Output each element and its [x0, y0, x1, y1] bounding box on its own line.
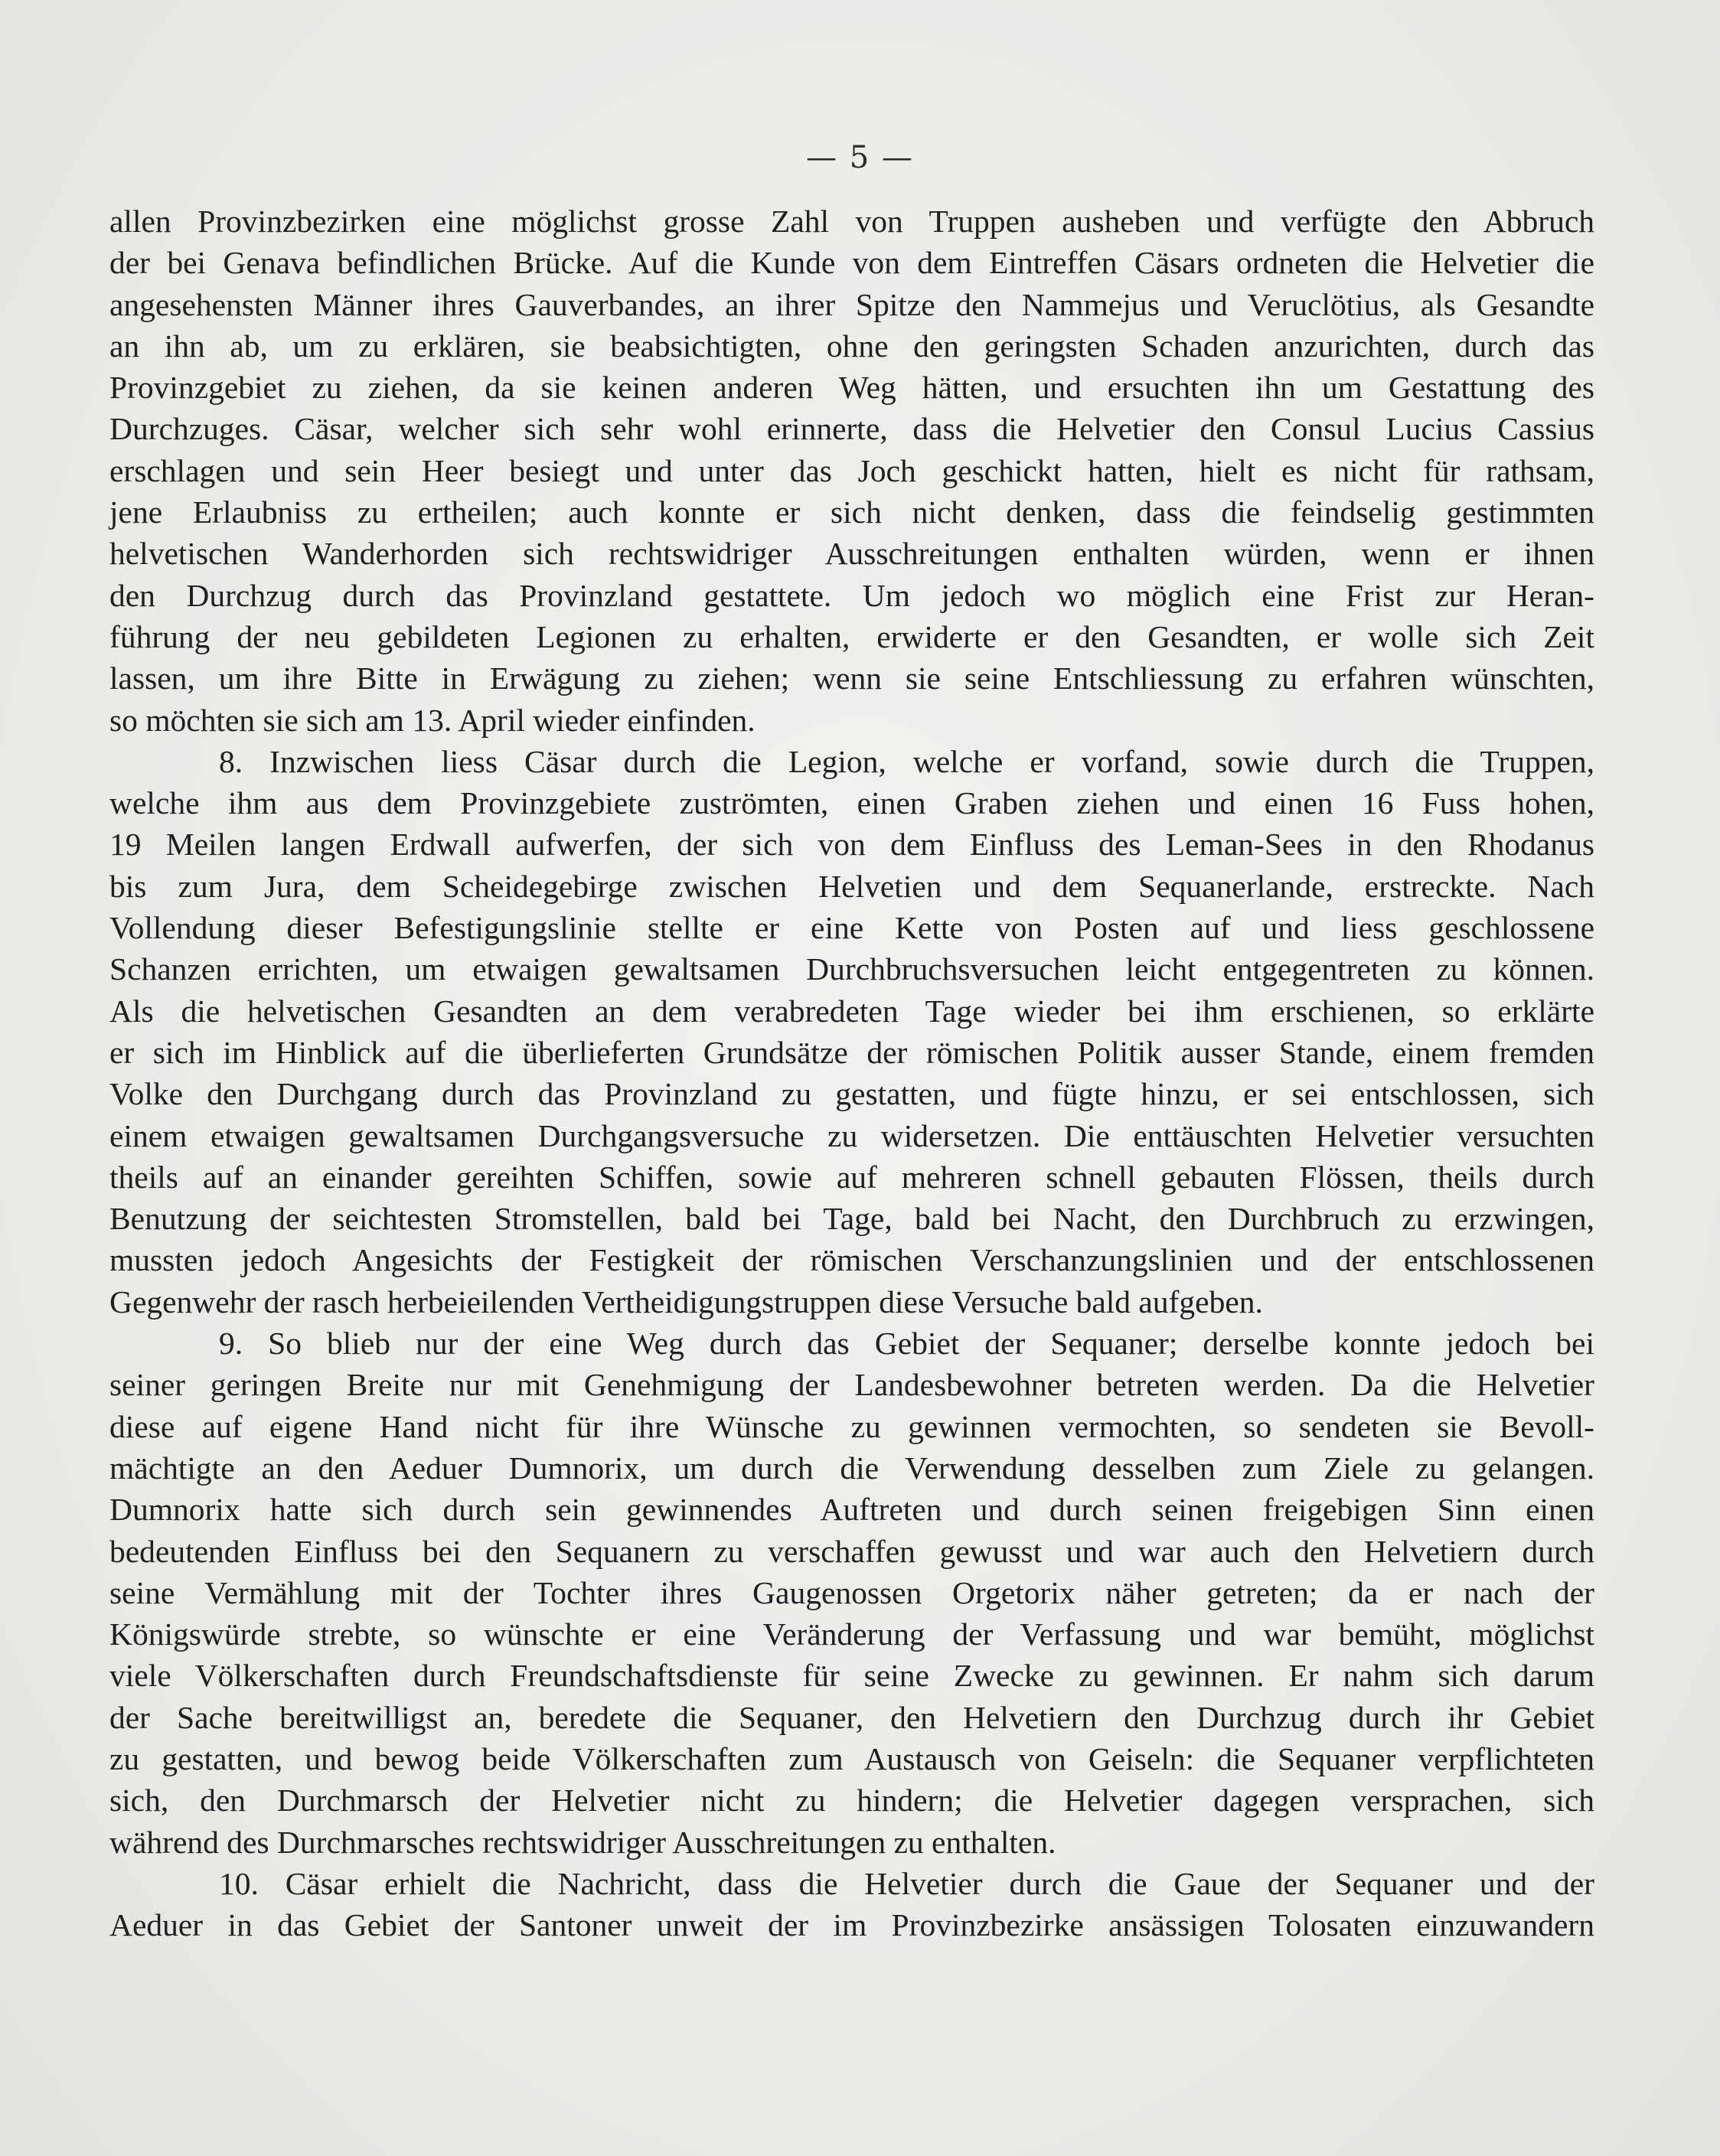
text-line: der Sache bereitwilligst an, beredete die Sequaner, den Helvetiern den Durchzug durch ihr Gebiet — [109, 1699, 1594, 1735]
text-line: seiner geringen Breite nur mit Genehmigung der Landesbewohner betreten werden. Da die Helvetier — [109, 1367, 1594, 1403]
text-line: allen Provinzbezirken eine möglichst grosse Zahl von Truppen ausheben und verfügte den Abbruch — [109, 204, 1594, 239]
text-line: 10. Cäsar erhielt die Nachricht, dass die Helvetier durch die Gaue der Sequaner und der — [219, 1865, 1594, 1901]
text-line: der bei Genava befindlichen Brücke. Auf die Kunde von dem Eintreffen Cäsars ordneten die Helvetier die — [109, 245, 1594, 281]
text-line: Als die helvetischen Gesandten an dem verabredeten Tage wieder bei ihm erschienen, so erklärte — [109, 993, 1594, 1029]
text-line: 19 Meilen langen Erdwall aufwerfen, der sich von dem Einfluss des Leman-Sees in den Rhodanus — [109, 827, 1594, 863]
page-number: — 5 — — [806, 140, 914, 175]
text-line: Aeduer in das Gebiet der Santoner unweit der im Provinzbezirke ansässigen Tolosaten einzuwandern — [109, 1907, 1594, 1943]
text-line: bis zum Jura, dem Scheidegebirge zwischen Helvetien und dem Sequanerlande, erstreckte. Nach — [109, 868, 1594, 904]
text-line: zu gestatten, und bewog beide Völkerschaften zum Austausch von Geiseln: die Sequaner verpflichteten — [109, 1740, 1594, 1776]
text-line: diese auf eigene Hand nicht für ihre Wünsche zu gewinnen vermochten, so sendeten sie Bevoll- — [109, 1408, 1594, 1444]
text-line: 8. Inzwischen liess Cäsar durch die Legion, welche er vorfand, sowie durch die Truppen, — [219, 743, 1594, 779]
text-line: an ihn ab, um zu erklären, sie beabsichtigten, ohne den geringsten Schaden anzurichten, durch das — [109, 328, 1594, 364]
body-text — [109, 201, 1594, 1946]
text-line: mächtigte an den Aeduer Dumnorix, um durch die Verwendung desselben zum Ziele zu gelangen. — [109, 1450, 1594, 1486]
text-line: mussten jedoch Angesichts der Festigkeit der römischen Verschanzungslinien und der entschlossenen — [109, 1242, 1594, 1278]
text-line: bedeutenden Einfluss bei den Sequanern zu verschaffen gewusst und war auch den Helvetiern durch — [109, 1533, 1594, 1569]
text-line: Vollendung dieser Befestigungslinie stellte er eine Kette von Posten auf und liess geschlossene — [109, 910, 1594, 946]
text-line: seine Vermählung mit der Tochter ihres Gaugenossen Orgetorix näher getreten; da er nach der — [109, 1574, 1594, 1610]
text-line: theils auf an einander gereihten Schiffen, sowie auf mehreren schnell gebauten Flössen, theils durch — [109, 1159, 1594, 1195]
text-line: welche ihm aus dem Provinzgebiete zuströmten, einen Graben ziehen und einen 16 Fuss hohen, — [109, 785, 1594, 821]
text-line: Königswürde strebte, so wünschte er eine Veränderung der Verfassung und war bemüht, möglichst — [109, 1616, 1594, 1652]
text-line: Durchzuges. Cäsar, welcher sich sehr wohl erinnerte, dass die Helvetier den Consul Lucius Cassius — [109, 411, 1594, 447]
text-line: erschlagen und sein Heer besiegt und unter das Joch geschickt hatten, hielt es nicht für rathsam, — [109, 452, 1594, 488]
text-line: sich, den Durchmarsch der Helvetier nicht zu hindern; die Helvetier dagegen versprachen, sich — [109, 1783, 1594, 1818]
text-line: 9. So blieb nur der eine Weg durch das Gebiet der Sequaner; derselbe konnte jedoch bei — [219, 1326, 1594, 1362]
text-line: so möchten sie sich am 13. April wieder einfinden. — [109, 702, 756, 738]
text-line: Dumnorix hatte sich durch sein gewinnendes Auftreten und durch seinen freigebigen Sinn einen — [109, 1492, 1594, 1528]
text-line: Gegenwehr der rasch herbeieilenden Vertheidigungstruppen diese Versuche bald aufgeben. — [109, 1283, 1263, 1319]
text-line: Volke den Durchgang durch das Provinzland zu gestatten, und fügte hinzu, er sei entschlossen, sich — [109, 1076, 1594, 1112]
text-line: Schanzen errichten, um etwaigen gewaltsamen Durchbruchsversuchen leicht entgegentreten zu können. — [109, 951, 1594, 987]
text-line: viele Völkerschaften durch Freundschaftsdienste für seine Zwecke zu gewinnen. Er nahm sich darum — [109, 1658, 1594, 1694]
text-line: Provinzgebiet zu ziehen, da sie keinen anderen Weg hätten, und ersuchten ihn um Gestattung des — [109, 370, 1594, 406]
text-line: jene Erlaubniss zu ertheilen; auch konnte er sich nicht denken, dass die feindselig gestimmten — [109, 494, 1594, 530]
text-line: lassen, um ihre Bitte in Erwägung zu ziehen; wenn sie seine Entschliessung zu erfahren wünschten, — [109, 660, 1594, 696]
text-line: helvetischen Wanderhorden sich rechtswidriger Ausschreitungen enthalten würden, wenn er ihnen — [109, 536, 1594, 572]
text-line: während des Durchmarsches rechtswidriger Ausschreitungen zu enthalten. — [109, 1824, 1056, 1860]
text-line: angesehensten Männer ihres Gauverbandes, an ihrer Spitze den Nammejus und Veruclötius, als Gesandte — [109, 286, 1594, 322]
text-line: er sich im Hinblick auf die überlieferten Grundsätze der römischen Politik ausser Stande, einem fremden — [109, 1034, 1594, 1070]
text-line: den Durchzug durch das Provinzland gestattete. Um jedoch wo möglich eine Frist zur Heran- — [109, 577, 1594, 613]
text-line: Benutzung der seichtesten Stromstellen, bald bei Tage, bald bei Nacht, den Durchbruch zu erzwingen, — [109, 1201, 1594, 1237]
text-line: einem etwaigen gewaltsamen Durchgangsversuche zu widersetzen. Die enttäuschten Helvetier versuchten — [109, 1117, 1594, 1153]
text-line: führung der neu gebildeten Legionen zu erhalten, erwiderte er den Gesandten, er wolle sich Zeit — [109, 618, 1594, 654]
